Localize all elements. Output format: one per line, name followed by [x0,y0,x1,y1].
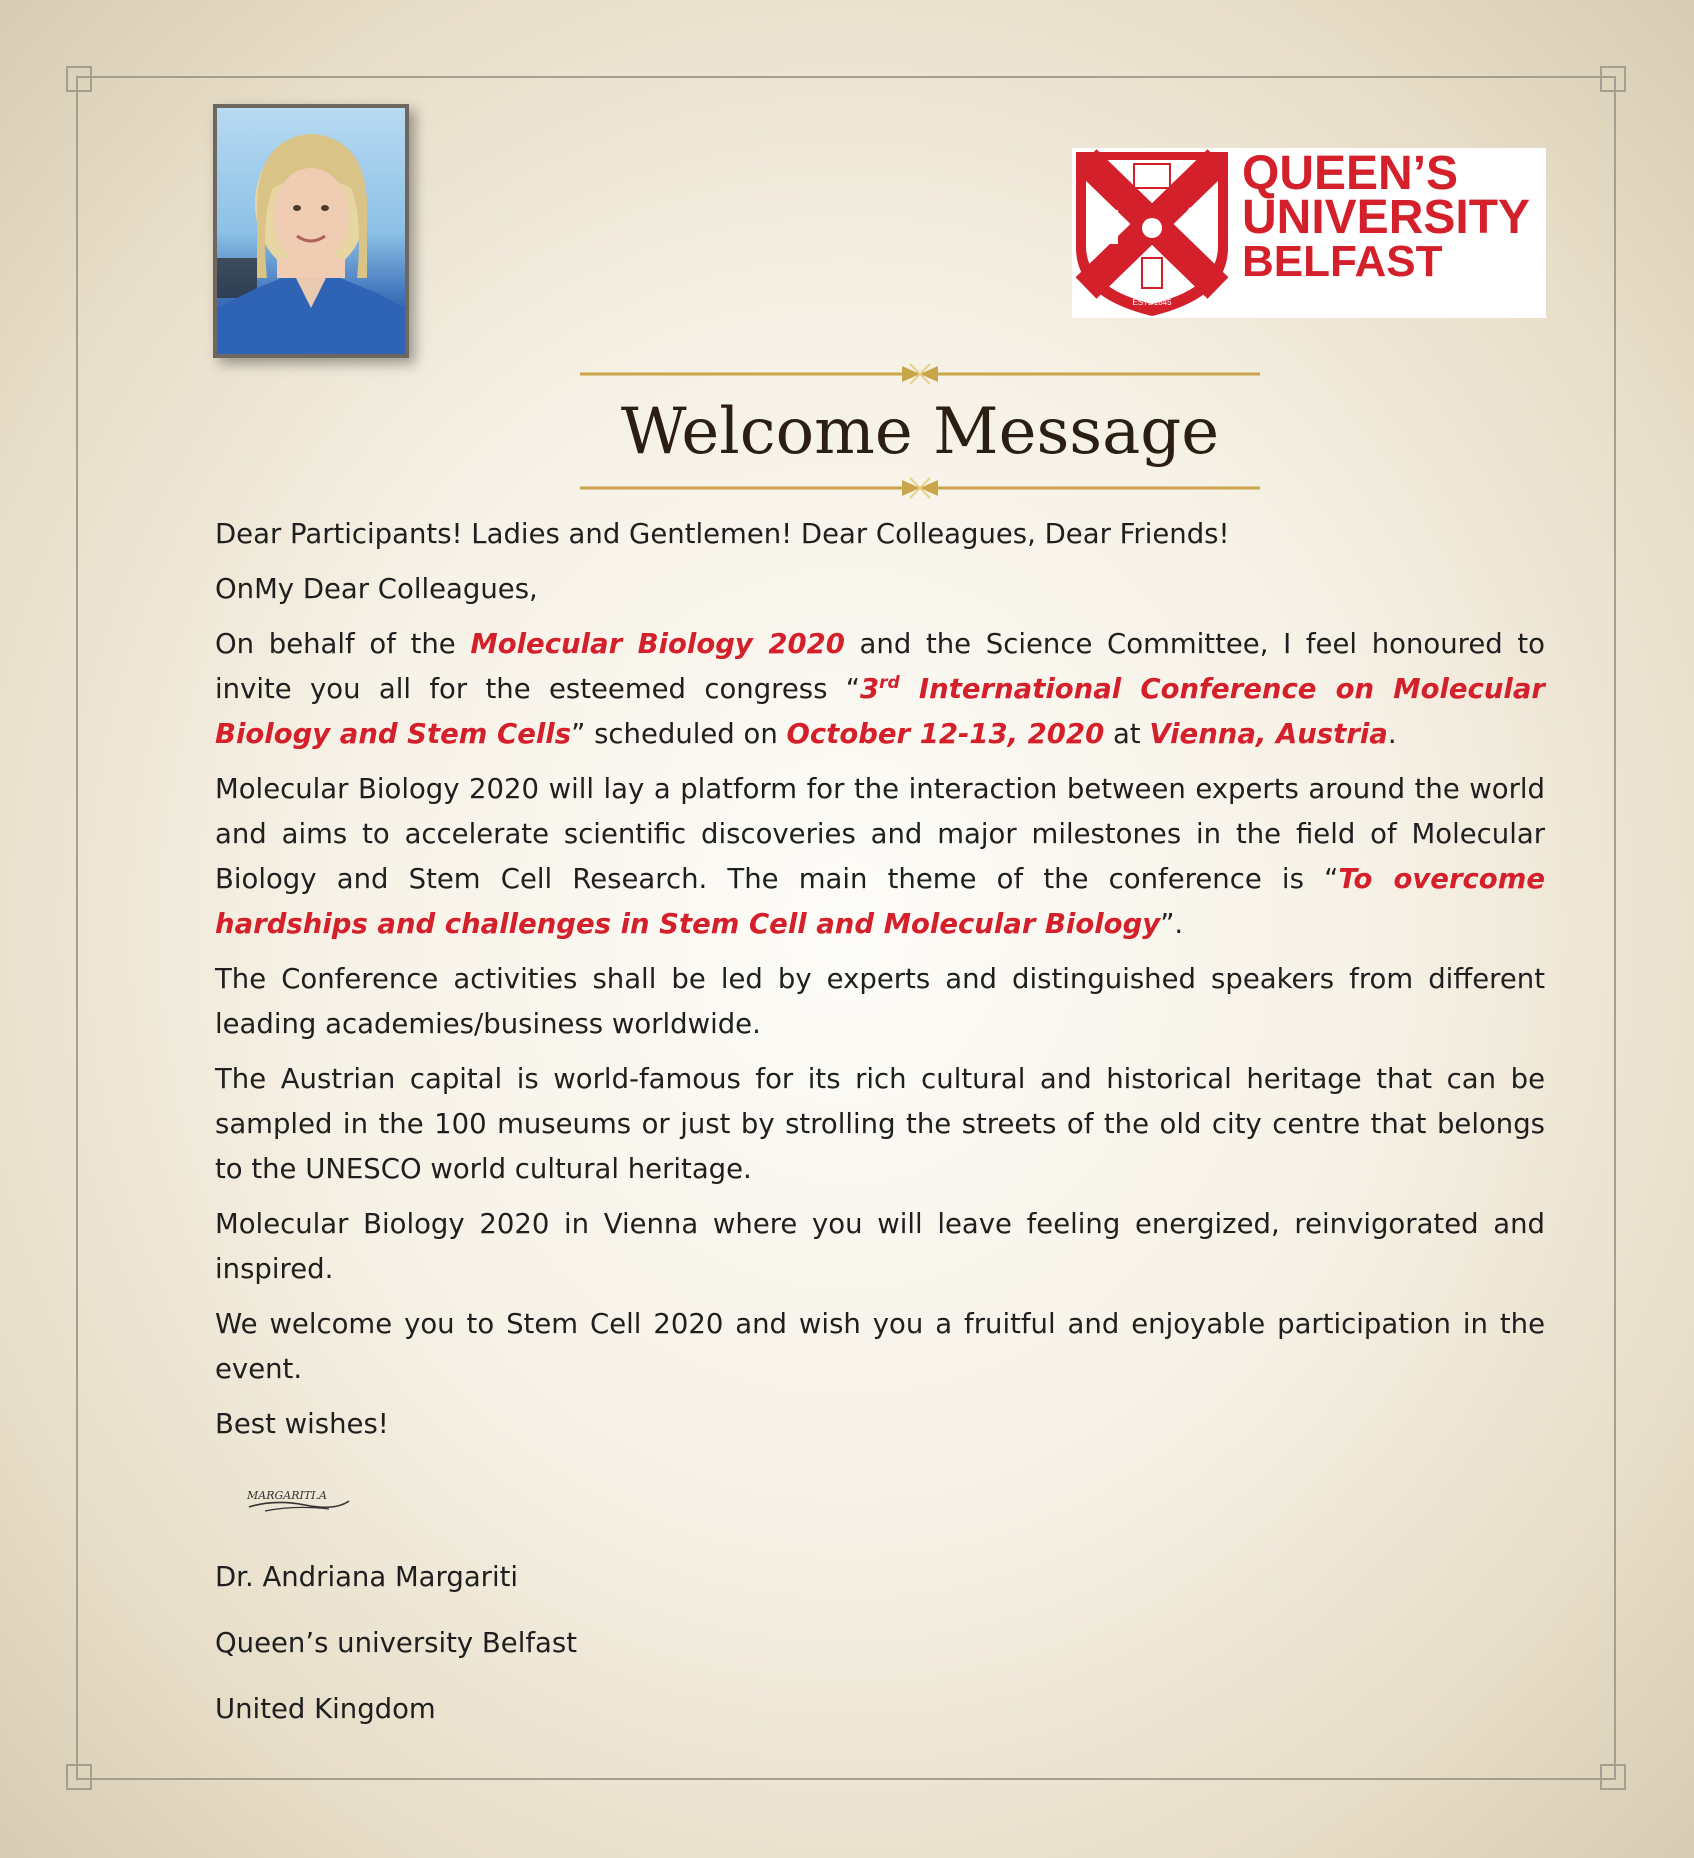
text-run: 3 [860,673,880,705]
letter-paragraph-activities: The Conference activities shall be led by experts and distinguished speakers from different leading academies/business worldwide. [215,963,1545,1040]
letter-paragraph-energized: Molecular Biology 2020 in Vienna where you will leave feeling energized, reinvigorated and inspired. [215,1208,1545,1285]
title-ornament-top [580,362,1260,386]
border-corner-ornament [1600,1764,1626,1790]
border-corner-ornament [66,1764,92,1790]
handwritten-signature [245,1483,355,1517]
text-run: and the Science Committee, I feel honoured to invite you all for the esteemed congress “ [215,628,1546,705]
text-run: International Conference on Molecular Biology and Stem Cells [215,673,1545,750]
page-title: Welcome Message [620,395,1220,469]
border-corner-ornament [66,66,92,92]
signer-block [215,1555,1545,1732]
crest-established: ESTD1845 [1132,298,1172,307]
text-run: ” scheduled on [571,718,787,750]
highlight-event-name: Molecular Biology 2020 [470,628,845,660]
letter-paragraph-invitation [215,622,1545,757]
text-run: . [1387,718,1397,750]
text-run: ”. [1160,908,1184,940]
letter-salutation: OnMy Dear Colleagues, [215,573,538,605]
university-name-line2: UNIVERSITY [1242,191,1531,244]
text-run: at [1104,718,1150,750]
signer-institution: Queen’s university Belfast [215,1627,577,1659]
letter-paragraph-theme [215,767,1545,947]
letter-paragraph-welcome: We welcome you to Stem Cell 2020 and wish you a fruitful and enjoyable participation in the event. [215,1308,1545,1385]
letter-greeting: Dear Participants! Ladies and Gentlemen! Dear Colleagues, Dear Friends! [215,518,1230,550]
ordinal-suffix: rd [879,672,900,693]
title-ornament-bottom [580,476,1260,500]
university-name-line3: BELFAST [1242,237,1443,286]
highlight-theme: To overcome hardships and challenges in Stem Cell and Molecular Biology [215,863,1546,940]
university-crest-icon [1072,148,1232,318]
university-logo [1072,148,1546,318]
signer-country: United Kingdom [215,1693,436,1725]
border-corner-ornament [1600,66,1626,92]
highlight-dates: October 12-13, 2020 [786,718,1105,750]
letter-body [215,512,1545,1753]
letter-closing: Best wishes! [215,1408,389,1440]
letter-paragraph-vienna: The Austrian capital is world-famous for its rich cultural and historical heritage that can be sampled in the 100 museums or just by strolling the streets of the old city centre that belongs to the UNESCO world cultural heritage. [215,1063,1545,1185]
text-run: On behalf of the [215,628,471,660]
highlight-location: Vienna, Austria [1149,718,1388,750]
university-name-line1: QUEEN’S [1242,147,1459,200]
signer-name: Dr. Andriana Margariti [215,1561,519,1593]
text-run: Molecular Biology 2020 will lay a platform for the interaction between experts around the world and aims to accelerate scientific discoveries and major milestones in the field of Molecular Biology and Stem Cell Research. The main theme of the conference is “ [215,773,1545,895]
university-name [1242,147,1531,286]
speaker-portrait [213,104,409,358]
signature-text: MARGARITI.A [247,1489,327,1502]
